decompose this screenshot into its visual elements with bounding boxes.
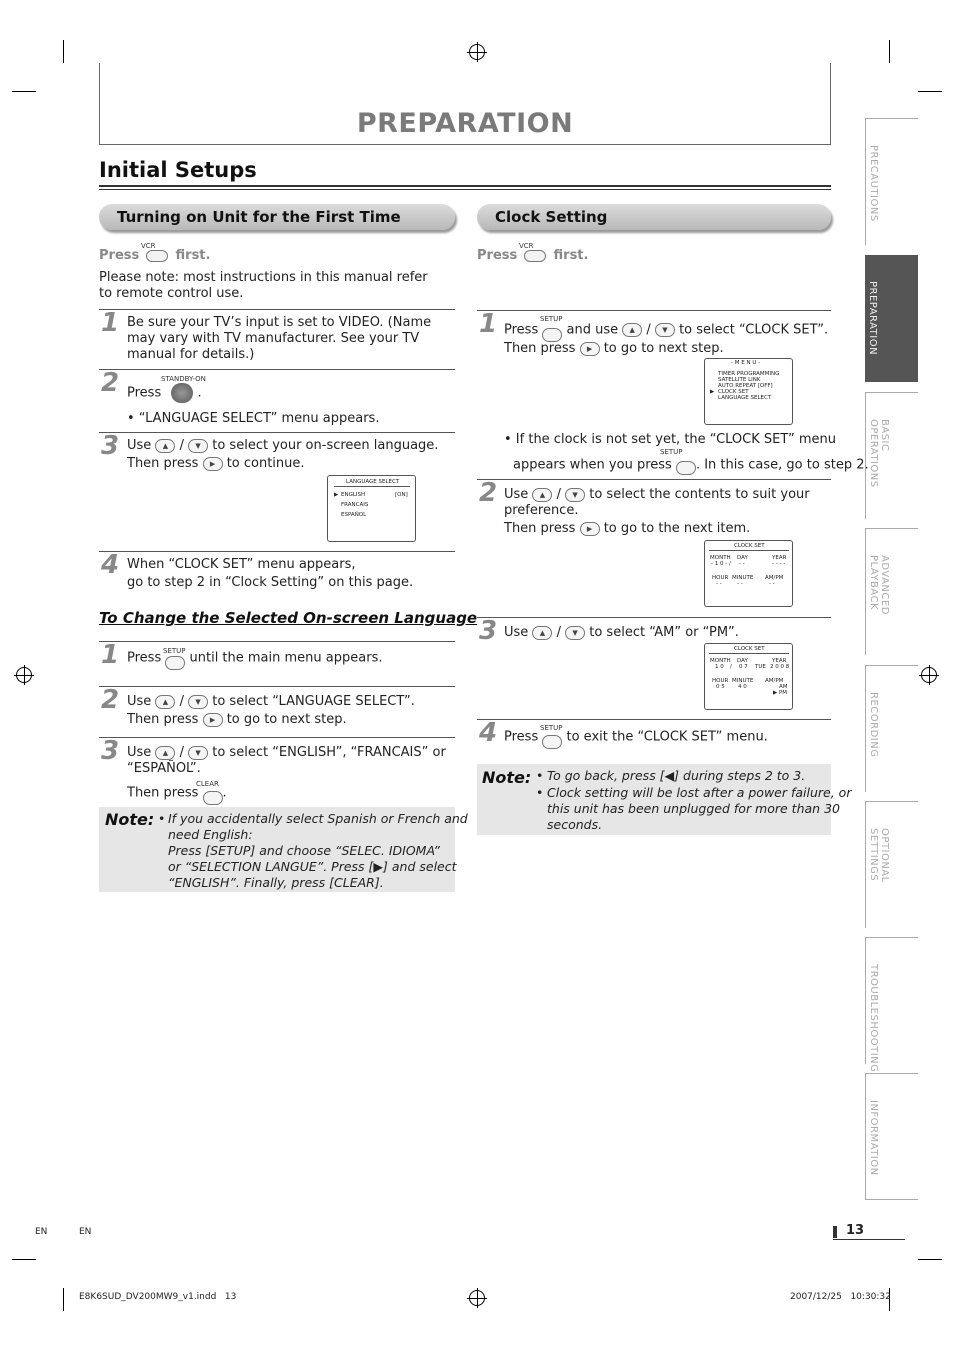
screen-title: CLOCK SET (734, 543, 765, 549)
page-number-bar (833, 1226, 837, 1238)
step-row (504, 487, 810, 503)
setup-button-label: SETUP (540, 315, 563, 323)
page-number: 13 (846, 1223, 865, 1238)
word: Press (504, 322, 539, 338)
value: 0 5 (716, 684, 725, 690)
up-arrow-icon: ▲ (532, 626, 552, 640)
note-line: “ENGLISH”. Finally, press [CLEAR]. (168, 875, 384, 890)
setup-button-label: SETUP (660, 448, 683, 456)
tab-information[interactable] (865, 1073, 918, 1200)
word: Then press (127, 712, 199, 727)
punctuation: . (222, 785, 227, 801)
step-row (127, 646, 382, 670)
menu-item: ESPAÑOL (341, 512, 367, 518)
word: Then press (504, 521, 576, 536)
setup-button-icon (542, 735, 562, 749)
divider (99, 189, 831, 190)
text: to go to the next item. (603, 521, 751, 536)
language-code: EN (35, 1227, 48, 1237)
page-title: PREPARATION (356, 108, 574, 139)
label: YEAR (772, 555, 787, 561)
menu-item: TIMER PROGRAMMING (718, 371, 780, 377)
crop-mark (63, 40, 64, 63)
word: Use (504, 487, 529, 502)
label: AM/PM (765, 678, 784, 684)
step-number: 1 (101, 308, 120, 338)
main-menu-screen (704, 358, 793, 425)
step-number: 3 (101, 431, 120, 461)
step-row (504, 341, 724, 357)
subsection-title: To Change the Selected On-screen Language (99, 609, 478, 627)
press-word: Press (99, 248, 140, 263)
tab-label: ADVANCED PLAYBACK (868, 555, 890, 615)
menu-item: FRANCAIS (341, 502, 369, 508)
value: TUE (755, 664, 766, 670)
punctuation: . (197, 385, 202, 401)
value: 1 0 (715, 664, 724, 670)
right-arrow-icon: ▶ (580, 342, 600, 356)
crop-mark (918, 1259, 942, 1260)
note-line: need English: (168, 827, 253, 842)
down-arrow-icon: ▼ (565, 626, 585, 640)
separator: / (179, 745, 184, 760)
first-word: first. (175, 248, 211, 263)
note-line: Press [SETUP] and choose “SELEC. IDIOMA” (168, 843, 440, 858)
menu-item: SATELLITE LINK (718, 377, 761, 383)
down-arrow-icon: ▼ (188, 439, 208, 453)
step-row (127, 712, 347, 728)
crop-mark (12, 91, 36, 92)
intro-text: Please note: most instructions in this manual refer to remote control use. (99, 270, 428, 301)
divider (99, 641, 455, 642)
tab-label: PRECAUTIONS (868, 145, 879, 222)
registration-mark-icon (921, 667, 937, 683)
step-number: 3 (479, 616, 498, 646)
divider (709, 653, 789, 654)
note-line: Clock setting will be lost after a power failure, or (547, 785, 852, 800)
step-text: go to step 2 in “Clock Setting” on this page. (127, 575, 414, 590)
tab-label: RECORDING (868, 692, 879, 758)
text: to select the contents to suit your (589, 487, 810, 502)
word: and use (566, 322, 619, 338)
menu-item: LANGUAGE SELECT (718, 395, 772, 401)
text: to select “AM” or “PM”. (589, 625, 739, 640)
separator: / (179, 438, 184, 453)
text: to select “CLOCK SET”. (679, 322, 829, 338)
standby-on-label: STANDBY-ON (161, 375, 206, 383)
divider (99, 551, 455, 552)
cursor-icon: ▶ (334, 492, 339, 498)
clear-button-label: CLEAR (196, 780, 219, 788)
step-row (504, 725, 768, 749)
step-number: 4 (479, 718, 498, 748)
tab-precautions[interactable] (865, 118, 918, 245)
step-number: 2 (101, 368, 120, 398)
tab-label: TROUBLESHOOTING (868, 964, 879, 1073)
value: 0 7 (739, 664, 748, 670)
divider (99, 369, 455, 370)
step-number: 1 (479, 309, 498, 339)
language-select-screen (327, 475, 416, 542)
tab-optional-settings[interactable] (865, 801, 918, 928)
word: Then press (504, 341, 576, 356)
note-bullet: • (536, 768, 544, 783)
menu-item: ENGLISH (341, 492, 366, 498)
step-number: 1 (101, 640, 120, 670)
separator: / (556, 625, 561, 640)
section-title: Initial Setups (99, 158, 257, 182)
text: . In this case, go to step 2. (695, 457, 869, 473)
right-section-pill: Clock Setting (477, 204, 831, 230)
vcr-button-label: VCR (519, 242, 534, 250)
tab-recording[interactable] (865, 665, 918, 792)
menu-badge: [ON] (395, 492, 408, 498)
value: AM (779, 684, 788, 690)
label: DAY (737, 658, 748, 664)
step-number: 2 (479, 478, 498, 508)
note-line: seconds. (547, 817, 603, 832)
step-text: “ESPAÑOL”. (127, 761, 201, 776)
language-code: EN (79, 1227, 92, 1237)
step-number: 3 (101, 736, 120, 766)
divider (99, 686, 455, 687)
step-row (504, 625, 739, 641)
note-line: If you accidentally select Spanish or French and (168, 811, 468, 826)
step-number: 4 (101, 550, 120, 580)
step-row (504, 521, 750, 537)
text: to select “LANGUAGE SELECT”. (212, 694, 415, 709)
text: to select your on-screen language. (212, 438, 439, 453)
text: until the main menu appears. (189, 650, 383, 666)
label: AM/PM (765, 575, 784, 581)
value: - - - - (772, 561, 786, 567)
cursor-icon: ▶ (710, 389, 715, 395)
down-arrow-icon: ▼ (188, 746, 208, 760)
tab-label: OPTIONAL SETTINGS (868, 828, 890, 883)
crop-mark (918, 91, 942, 92)
setup-button-icon (165, 656, 185, 670)
value: 2 0 0 8 (770, 664, 790, 670)
divider (99, 737, 455, 738)
text: to select “ENGLISH”, “FRANCAIS” or (212, 745, 446, 760)
value: 4 0 (738, 684, 747, 690)
setup-button-icon (542, 328, 562, 342)
separator: / (556, 487, 561, 502)
clock-set-screen (704, 540, 793, 607)
text: to go to next step. (603, 341, 724, 356)
value: / (730, 664, 732, 670)
setup-button-icon (676, 461, 696, 475)
up-arrow-icon: ▲ (622, 323, 642, 337)
divider (99, 432, 455, 433)
press-word: Press (127, 385, 162, 401)
registration-mark-icon (16, 667, 32, 683)
text: to go to next step. (226, 712, 347, 727)
word: Use (127, 694, 152, 709)
note-label: Note: (482, 768, 532, 787)
word: Press (127, 650, 162, 666)
word: Use (504, 625, 529, 640)
word: Then press (127, 785, 199, 801)
divider (709, 550, 789, 551)
divider (477, 719, 831, 720)
value: ▶ PM (773, 690, 788, 696)
right-arrow-icon: ▶ (580, 522, 600, 536)
vcr-button-icon (146, 250, 168, 262)
note-label: Note: (105, 810, 155, 829)
down-arrow-icon: ▼ (655, 323, 675, 337)
step-row (127, 694, 415, 710)
note-line: or “SELECTION LANGUE”. Press [▶] and select (168, 859, 457, 874)
screen-title: LANGUAGE SELECT (346, 479, 400, 485)
value: - - (739, 561, 745, 567)
step-row (127, 383, 202, 403)
divider (477, 617, 831, 618)
tab-preparation[interactable] (865, 255, 918, 382)
up-arrow-icon: ▲ (155, 695, 175, 709)
step-number: 2 (101, 685, 120, 715)
label: DAY (737, 555, 748, 561)
press-vcr-first (99, 248, 210, 263)
page-number-rule (833, 1239, 905, 1240)
crop-mark (889, 40, 890, 63)
menu-item: CLOCK SET (718, 389, 749, 395)
text: to exit the “CLOCK SET” menu. (566, 729, 768, 745)
step-row (127, 781, 227, 805)
divider (477, 479, 831, 480)
step-row (127, 456, 305, 472)
header-frame (99, 63, 831, 145)
registration-mark-icon (469, 1290, 485, 1306)
label: MONTH (710, 658, 731, 664)
label: HOUR (712, 575, 729, 581)
label: MINUTE (732, 678, 754, 684)
value: - - (769, 581, 775, 587)
label: MONTH (710, 555, 731, 561)
press-vcr-first (477, 248, 588, 263)
step-text: preference. (504, 503, 579, 518)
step-text: When “CLOCK SET” menu appears, (127, 557, 356, 572)
crop-mark (63, 1288, 64, 1311)
word: Use (127, 438, 152, 453)
value: - 1 0 - / (711, 561, 731, 567)
crop-mark (12, 1259, 36, 1260)
menu-item: AUTO REPEAT [OFF] (718, 383, 773, 389)
up-arrow-icon: ▲ (155, 439, 175, 453)
step-row (127, 745, 446, 761)
registration-mark-icon (469, 44, 485, 60)
bullet-text: • If the clock is not set yet, the “CLOCK SET” menu (504, 432, 837, 447)
left-section-pill: Turning on Unit for the First Time (99, 204, 455, 230)
label: YEAR (772, 658, 787, 664)
label: HOUR (712, 678, 729, 684)
file-name: E8K6SUD_DV200MW9_v1.indd 13 (79, 1292, 237, 1302)
step-text: Be sure your TV’s input is set to VIDEO. (Name may vary with TV manufacturer. See your TV manual for details.) (127, 315, 432, 362)
down-arrow-icon: ▼ (188, 695, 208, 709)
tab-troubleshooting[interactable] (865, 937, 918, 1073)
down-arrow-icon: ▼ (565, 488, 585, 502)
value: - - (737, 581, 743, 587)
timestamp: 2007/12/25 10:30:32 (790, 1292, 891, 1302)
tab-label: PREPARATION (867, 281, 878, 356)
step-row (513, 455, 869, 475)
divider (99, 185, 831, 187)
tab-label: BASIC OPERATIONS (868, 419, 890, 488)
tab-advanced-playback[interactable] (865, 528, 918, 655)
divider (99, 309, 455, 310)
setup-button-label: SETUP (540, 724, 563, 732)
note-bullet: • (158, 811, 166, 826)
setup-button-label: SETUP (163, 647, 186, 655)
separator: / (179, 694, 184, 709)
power-button-icon (171, 383, 193, 403)
press-word: Press (477, 248, 518, 263)
step-row (504, 318, 828, 342)
tab-basic-operations[interactable] (865, 392, 918, 519)
bullet-text: • “LANGUAGE SELECT” menu appears. (127, 411, 380, 426)
vcr-button-label: VCR (141, 242, 156, 250)
clock-set-screen-ampm (704, 643, 793, 710)
word: Then press (127, 456, 199, 471)
up-arrow-icon: ▲ (155, 746, 175, 760)
separator: / (646, 322, 651, 338)
note-line: To go back, press [◀] during steps 2 to 3. (547, 768, 806, 783)
note-bullet: • (536, 785, 544, 800)
word: Press (504, 729, 539, 745)
step-row (127, 438, 438, 454)
clear-button-icon (203, 791, 223, 805)
screen-title: CLOCK SET (734, 646, 765, 652)
value: - - (716, 581, 722, 587)
divider (477, 310, 831, 311)
screen-title: - M E N U - (731, 360, 761, 366)
text: appears when you press (513, 457, 672, 473)
text: to continue. (226, 456, 305, 471)
word: Use (127, 745, 152, 760)
up-arrow-icon: ▲ (532, 488, 552, 502)
right-arrow-icon: ▶ (203, 713, 223, 727)
vcr-button-icon (524, 250, 546, 262)
right-arrow-icon: ▶ (203, 457, 223, 471)
tab-label: INFORMATION (868, 1100, 879, 1176)
note-line: this unit has been unplugged for more than 30 (547, 801, 840, 816)
first-word: first. (553, 248, 589, 263)
label: MINUTE (732, 575, 754, 581)
divider (334, 486, 410, 487)
